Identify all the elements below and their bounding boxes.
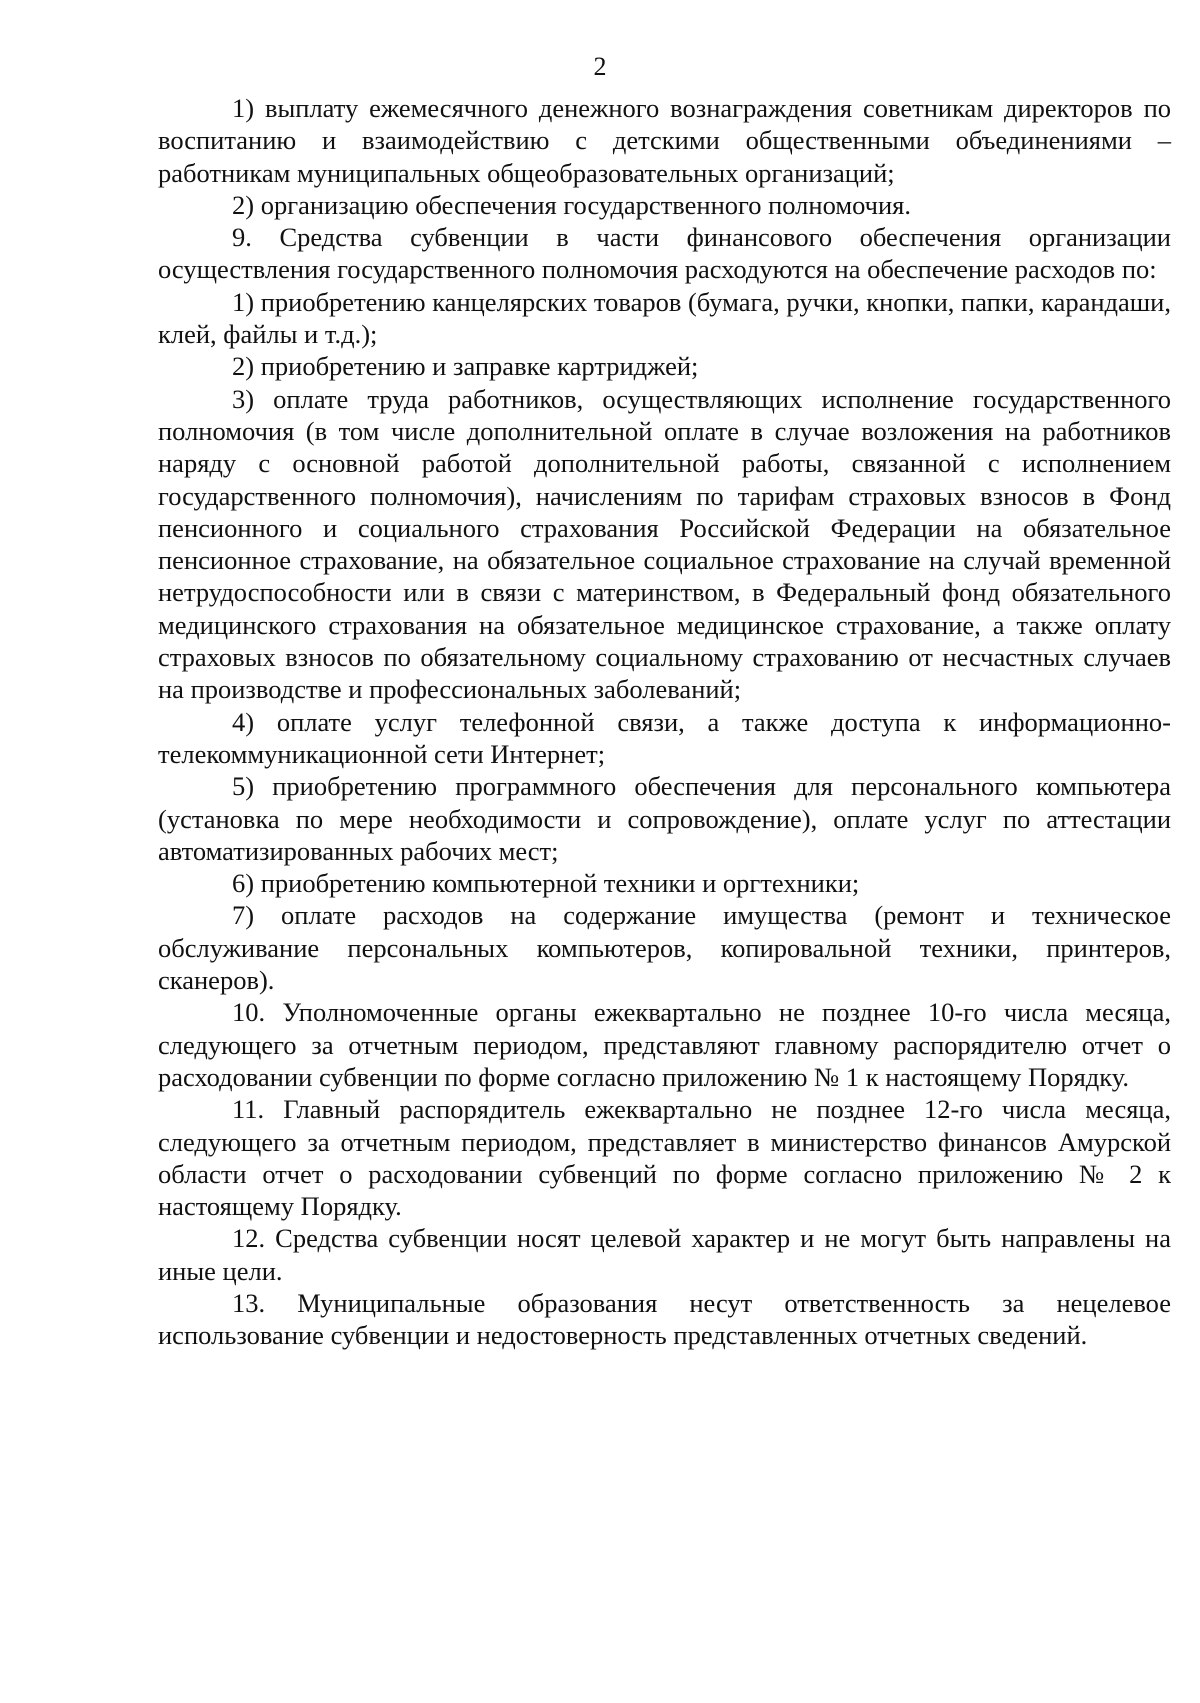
paragraph: 9. Средства субвенции в части финансового обеспечения организации осуществления государственного полномочия расходуются на обеспечение расходов по:	[158, 222, 1171, 285]
paragraph: 6) приобретению компьютерной техники и оргтехники;	[232, 868, 860, 899]
paragraph: 11. Главный распорядитель ежеквартально не позднее 12-го числа месяца, следующего за отчетным периодом, представляет в министерство финансов Амурской области отчет о расходовании субвенций по форме согласно приложению № 2 к настоящему Порядку.	[158, 1094, 1171, 1222]
paragraph: 7) оплате расходов на содержание имущества (ремонт и техническое обслуживание персональных компьютеров, копировальной техники, принтеров, сканеров).	[158, 900, 1171, 996]
paragraph: 2) приобретению и заправке картриджей;	[232, 351, 699, 382]
paragraph: 12. Средства субвенции носят целевой характер и не могут быть направлены на иные цели.	[158, 1223, 1171, 1286]
paragraph: 4) оплате услуг телефонной связи, а также доступа к информационно-телекоммуникационной сети Интернет;	[158, 706, 1171, 769]
paragraph: 10. Уполномоченные органы ежеквартально не позднее 10-го числа месяца, следующего за отчетным периодом, представляют главному распорядителю отчет о расходовании субвенции по форме согласно приложению № 1 к настоящему Порядку.	[158, 997, 1171, 1092]
paragraph: 3) оплате труда работников, осуществляющих исполнение государственного полномочия (в том числе дополнительной оплате в случае возложения на работников наряду с основной работой дополнительной работы, связанной с исполнением государственного полномочия), начислениям по тарифам страховых взносов в Фонд пенсионного и социального страхования Российской Федерации на обязательное пенсионное страхование, на обязательное социальное страхование на случай временной нетрудоспособности или в связи с материнством, в Федеральный фонд обязательного медицинского страхования на обязательное медицинское страхование, а также оплату страховых взносов по обязательному социальному страхованию от несчастных случаев на производстве и профессиональных заболеваний;	[158, 383, 1171, 705]
paragraph: 1) выплату ежемесячного денежного вознаграждения советникам директоров по воспитанию и взаимодействию с детскими общественными объединениями – работникам муниципальных общеобразовательных организаций;	[158, 93, 1171, 188]
document-body	[158, 92, 1171, 1352]
paragraph: 5) приобретению программного обеспечения для персонального компьютера (установка по мере необходимости и сопровождение), оплате услуг по аттестации автоматизированных рабочих мест;	[158, 771, 1171, 866]
paragraph: 1) приобретению канцелярских товаров (бумага, ручки, кнопки, папки, карандаши, клей, файлы и т.д.);	[158, 286, 1171, 350]
page-number: 2	[593, 52, 607, 81]
paragraph: 2) организацию обеспечения государственного полномочия.	[232, 189, 911, 220]
paragraph: 13. Муниципальные образования несут ответственность за нецелевое использование субвенции и недостоверность представленных отчетных сведений.	[158, 1287, 1171, 1351]
